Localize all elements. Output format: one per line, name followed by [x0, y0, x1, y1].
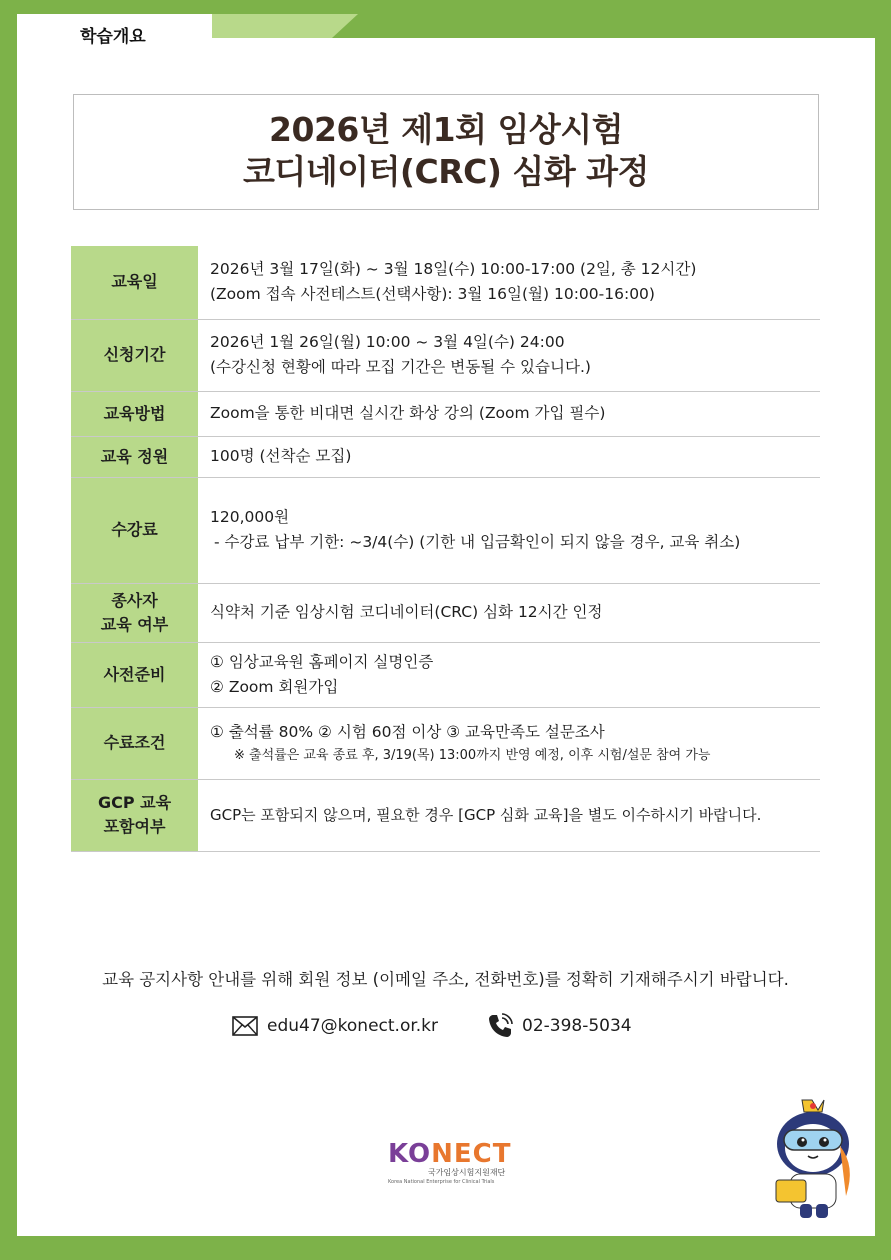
phone-icon — [487, 1013, 513, 1039]
logo-wordmark: KONECT — [388, 1139, 512, 1169]
row-key-line: 종사자 — [111, 590, 158, 610]
row-key: 교육일 — [71, 246, 198, 319]
value-line: ② Zoom 회원가입 — [210, 677, 339, 696]
value-note: ※ 출석률은 교육 종료 후, 3/19(목) 13:00까지 반영 예정, 이후 시험/설문 참여 가능 — [234, 747, 711, 763]
table-row — [71, 391, 820, 436]
row-key — [71, 779, 198, 851]
email-address[interactable]: edu47@konect.or.kr — [267, 1016, 439, 1036]
row-value — [198, 707, 820, 779]
table-row — [71, 642, 820, 707]
row-key: 교육 정원 — [71, 436, 198, 477]
tab-accent-corner — [332, 14, 358, 38]
row-value — [198, 477, 820, 583]
table-row — [71, 707, 820, 779]
value-line: 2026년 3월 17일(화) ~ 3월 18일(수) 10:00-17:00 (2일, 총 12시간) — [210, 260, 697, 279]
row-key: 교육방법 — [71, 391, 198, 436]
section-tab-label: 학습개요 — [80, 27, 146, 47]
row-key — [71, 583, 198, 642]
course-info-table — [71, 246, 820, 852]
table-row — [71, 477, 820, 583]
value-line: (Zoom 접속 사전테스트(선택사항): 3월 16일(월) 10:00-16:00) — [210, 285, 655, 304]
row-value — [198, 319, 820, 391]
value-line: 120,000원 — [210, 508, 290, 526]
table-row — [71, 246, 820, 319]
konect-logo — [388, 1139, 512, 1188]
row-value — [198, 436, 820, 477]
row-value — [198, 779, 820, 851]
phone-number[interactable]: 02-398-5034 — [522, 1016, 632, 1036]
row-value — [198, 246, 820, 319]
row-key-line: 포함여부 — [103, 817, 166, 836]
table-row — [71, 436, 820, 477]
value-line: 식약처 기준 임상시험 코디네이터(CRC) 심화 12시간 인정 — [210, 603, 603, 621]
value-line: Zoom을 통한 비대면 실시간 화상 강의 (Zoom 가입 필수) — [210, 404, 606, 422]
value-line: (수강신청 현황에 따라 모집 기간은 변동될 수 있습니다.) — [210, 358, 591, 376]
row-value — [198, 642, 820, 707]
title-box — [73, 94, 819, 210]
tab-accent — [212, 14, 332, 38]
row-key: 수료조건 — [71, 707, 198, 779]
email-contact[interactable] — [232, 1012, 438, 1040]
mascot-illustration — [770, 1096, 860, 1224]
value-line: - 수강료 납부 기한: ~3/4(수) (기한 내 입금확인이 되지 않을 경우, 교육 취소) — [214, 533, 741, 551]
value-line: 2026년 1월 26일(월) 10:00 ~ 3월 4일(수) 24:00 — [210, 333, 565, 351]
title-line-2: 코디네이터(CRC) 심화 과정 — [243, 152, 649, 191]
row-key-line: 교육 여부 — [100, 614, 169, 634]
table-row — [71, 779, 820, 851]
value-line: ① 출석률 80% ② 시험 60점 이상 ③ 교육만족도 설문조사 — [210, 722, 605, 741]
row-key: 신청기간 — [71, 319, 198, 391]
row-key-line: GCP 교육 — [97, 793, 172, 812]
value-line: 100명 (선착순 모집) — [210, 447, 352, 465]
row-value — [198, 391, 820, 436]
phone-contact[interactable] — [487, 1012, 632, 1040]
table-row — [71, 583, 820, 642]
value-line: ① 임상교육원 홈페이지 실명인증 — [210, 652, 434, 671]
row-key: 수강료 — [71, 477, 198, 583]
logo-subtitle-en: Korea National Enterprise for Clinical Trials — [388, 1179, 495, 1185]
value-line: GCP는 포함되지 않으며, 필요한 경우 [GCP 심화 교육]을 별도 이수하시기 바랍니다. — [210, 805, 762, 824]
row-value — [198, 583, 820, 642]
title-line-1: 2026년 제1회 임상시험 — [269, 110, 623, 149]
row-key: 사전준비 — [71, 642, 198, 707]
logo-subtitle: 국가임상시험지원재단 — [428, 1168, 506, 1177]
table-row — [71, 319, 820, 391]
member-info-notice: 교육 공지사항 안내를 위해 회원 정보 (이메일 주소, 전화번호)를 정확히 기재해주시기 바랍니다. — [102, 970, 789, 989]
envelope-icon — [232, 1016, 258, 1036]
